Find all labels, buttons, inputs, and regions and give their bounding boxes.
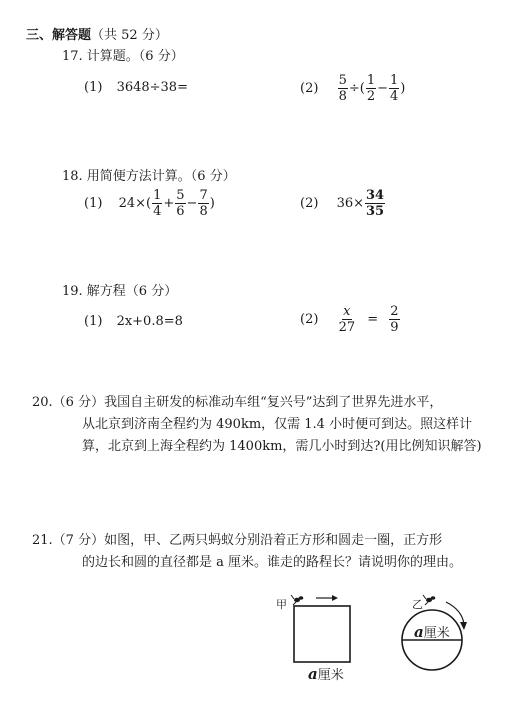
q17-op-div: ÷( — [348, 81, 365, 96]
ant-icon — [291, 595, 303, 605]
square-side-label — [308, 664, 344, 683]
circle-diameter-label — [414, 622, 450, 641]
q17-part1-expr: 3648÷38= — [116, 80, 188, 95]
q17-close-paren: ) — [400, 81, 406, 96]
q19-heading: 19. 解方程（6 分） — [62, 284, 178, 299]
q17-op-minus: − — [377, 81, 388, 96]
q17-heading: 17. 计算题。（6 分） — [62, 49, 184, 64]
q18-part2-label: (2) — [300, 196, 319, 211]
q18-part1-label: (1) — [84, 196, 103, 211]
section-score: （共 52 分） — [91, 28, 168, 43]
section-title — [26, 24, 168, 43]
square-side-unit: 厘米 — [317, 668, 344, 683]
q18-frac-7-8: $\frac{7}{8}$ — [199, 188, 208, 219]
q20-line3: 算，北京到上海全程约为 1400km，需几小时到达?(用比例知识解答) — [82, 439, 482, 454]
ant-icon — [423, 595, 435, 605]
q18-part1 — [84, 188, 215, 219]
q21-line2: 的边长和圆的直径都是 a 厘米。谁走的路程长？请说明你的理由。 — [82, 555, 463, 570]
square-ant-label: 甲 — [276, 598, 287, 611]
q20-line2: 从北京到济南全程约为 490km，仅需 1.4 小时便可到达。照这样计 — [82, 417, 473, 432]
q21-line1: 21.（7 分）如图，甲、乙两只蚂蚁分别沿着正方形和圆走一圈，正方形 — [32, 533, 443, 548]
section-title-text: 三、解答题 — [26, 28, 92, 43]
square-figure — [286, 592, 356, 672]
q18-op-minus: − — [186, 196, 198, 211]
q19-frac-x-27: $\frac{x}{27}$ — [338, 304, 356, 335]
q18-frac-34-35: $\frac{34}{35}$ — [366, 188, 385, 219]
q17-part2-label: (2) — [300, 81, 319, 96]
q19-part2 — [300, 304, 401, 335]
circle-diameter-a: a — [414, 623, 424, 641]
q20-line1: 20.（6 分）我国自主研发的标准动车组“复兴号”达到了世界先进水平， — [32, 395, 443, 410]
q19-part1-label: (1) — [84, 314, 103, 329]
circle-diameter-unit: 厘米 — [423, 626, 450, 641]
q18-part1-pre: 24×( — [118, 196, 152, 211]
q21-text — [32, 530, 502, 574]
circle-ant-label: 乙 — [412, 598, 423, 611]
q20-text — [32, 392, 502, 458]
arrow-right-icon — [316, 595, 338, 601]
q17-frac-5-8: $\frac{5}{8}$ — [338, 73, 347, 104]
q18-op-plus: + — [163, 196, 175, 211]
q18-part2-pre: 36× — [336, 196, 364, 211]
square-shape — [294, 606, 350, 662]
q19-part2-label: (2) — [300, 312, 319, 327]
q17-frac-1-4: $\frac{1}{4}$ — [390, 73, 399, 104]
square-side-a: a — [308, 665, 318, 683]
q17-part1-label: (1) — [84, 80, 103, 95]
q17-part1 — [84, 80, 188, 95]
q18-frac-5-6: $\frac{5}{6}$ — [176, 188, 185, 219]
q19-part1 — [84, 314, 183, 329]
q18-frac-1-4: $\frac{1}{4}$ — [153, 188, 162, 219]
q19-part1-expr: 2x+0.8=8 — [116, 314, 183, 329]
q19-frac-2-9: $\frac{2}{9}$ — [390, 304, 399, 335]
q17-frac-1-2: $\frac{1}{2}$ — [366, 73, 376, 104]
q18-part2 — [300, 188, 386, 219]
q19-equals: = — [367, 312, 379, 327]
q18-heading: 18. 用简便方法计算。（6 分） — [62, 169, 236, 184]
q17-part2 — [300, 73, 405, 104]
q18-close-paren: ) — [209, 196, 215, 211]
